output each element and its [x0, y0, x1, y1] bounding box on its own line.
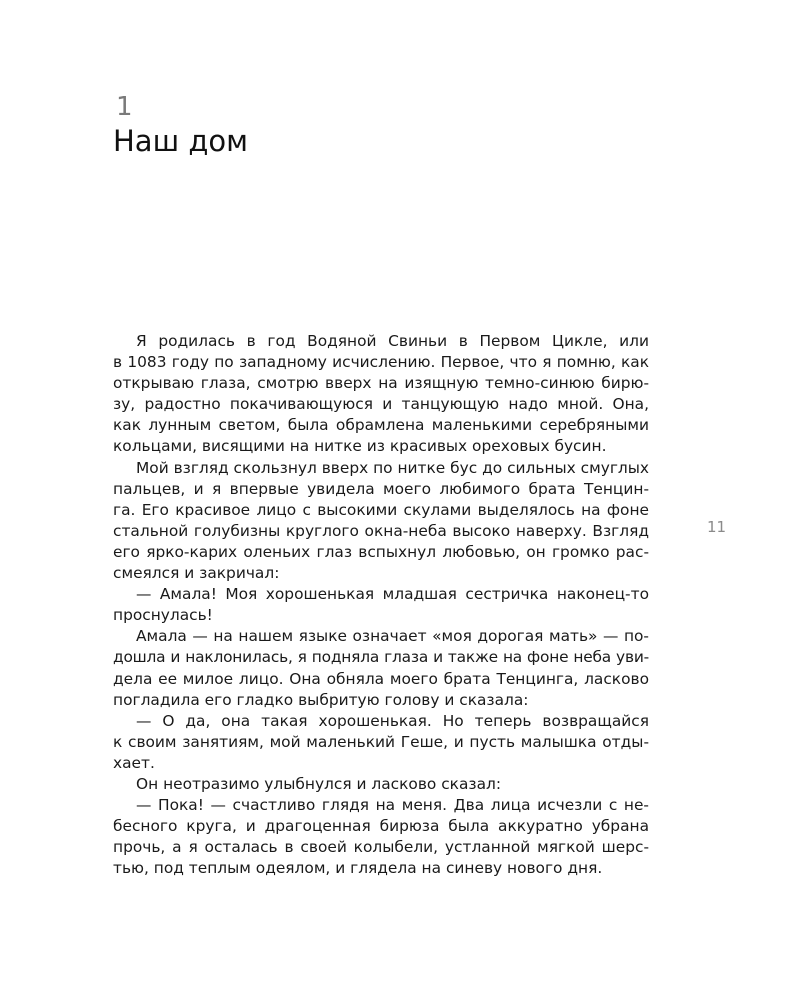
- text-line: в 1083 году по западному исчислению. Первое, что я помню, как: [113, 353, 649, 372]
- text-line: га. Его красивое лицо с высокими скулами выделялось на фоне: [113, 500, 649, 519]
- text-line: проснулась!: [113, 606, 213, 625]
- body-text: [113, 331, 649, 879]
- chapter-number: 1: [116, 92, 133, 122]
- text-line: тью, под теплым одеялом, и глядела на синеву нового дня.: [113, 859, 603, 878]
- text-line: бесного круга, и драгоценная бирюза была аккуратно убрана: [113, 817, 649, 836]
- text-line: дошла и наклонилась, я подняла глаза и также на фоне неба уви-: [113, 648, 649, 667]
- text-line: стальной голубизны круглого окна-неба высоко наверху. Взгляд: [113, 521, 649, 540]
- text-line: — Амала! Моя хорошенькая младшая сестричка наконец-то: [136, 585, 649, 604]
- text-line: хает.: [113, 753, 155, 772]
- page-number: 11: [707, 518, 727, 536]
- text-line: Он неотразимо улыбнулся и ласково сказал:: [136, 774, 502, 793]
- text-line: прочь, а я осталась в своей колыбели, устланной мягкой шерс-: [113, 838, 649, 857]
- text-line: — О да, она такая хорошенькая. Но теперь возвращайся: [136, 711, 649, 730]
- chapter-title: Наш дом: [113, 124, 249, 158]
- text-line: Я родилась в год Водяной Свиньи в Первом Цикле, или: [136, 332, 649, 350]
- text-line: зу, радостно покачивающуюся и танцующую надо мной. Она,: [113, 395, 649, 414]
- text-line: его ярко-карих оленьих глаз вспыхнул любовью, он громко рас-: [113, 542, 649, 561]
- text-line: пальцев, и я впервые увидела моего любимого брата Тенцин-: [113, 479, 649, 498]
- text-line: открываю глаза, смотрю вверх на изящную темно-синюю бирю-: [113, 374, 649, 393]
- text-line: смеялся и закричал:: [113, 564, 280, 583]
- text-line: кольцами, висящими на нитке из красивых ореховых бусин.: [113, 437, 607, 456]
- text-line: как лунным светом, была обрамлена маленькими серебряными: [113, 416, 649, 435]
- text-line: — Пока! — счастливо глядя на меня. Два лица исчезли с не-: [136, 796, 649, 815]
- text-line: дела ее милое лицо. Она обняла моего брата Тенцинга, ласково: [113, 669, 649, 688]
- text-line: погладила его гладко выбритую голову и сказала:: [113, 690, 529, 709]
- text-line: Амала — на нашем языке означает «моя дорогая мать» — по-: [136, 627, 649, 646]
- text-line: Мой взгляд скользнул вверх по нитке бус до сильных смуглых: [136, 458, 650, 477]
- text-line: к своим занятиям, мой маленький Геше, и пусть малышка отды-: [113, 732, 649, 751]
